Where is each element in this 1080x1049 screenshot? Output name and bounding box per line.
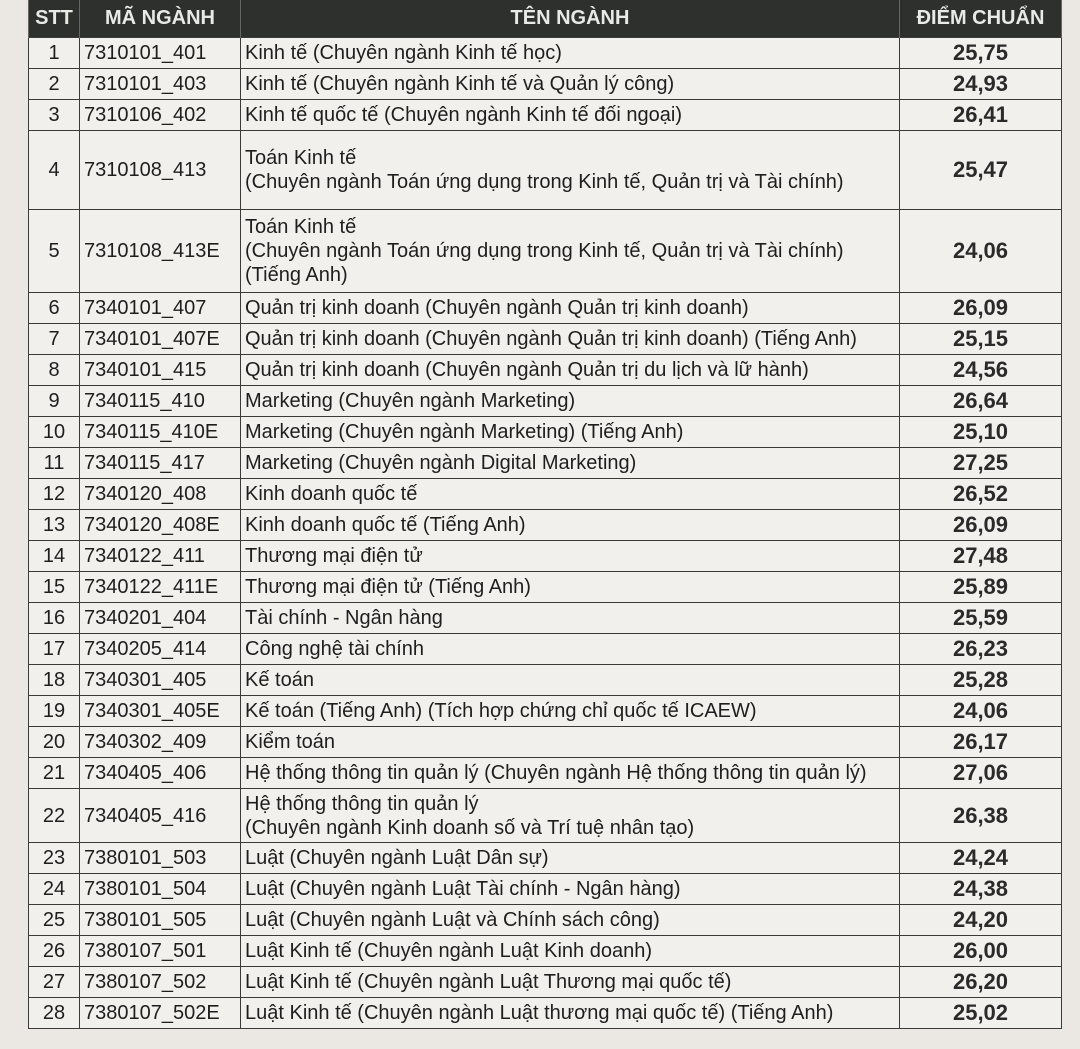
row-name: Luật Kinh tế (Chuyên ngành Luật thương mại quốc tế) (Tiếng Anh) <box>241 998 900 1029</box>
row-score: 25,02 <box>900 998 1062 1029</box>
table-row <box>29 572 1062 603</box>
row-name: Luật (Chuyên ngành Luật và Chính sách công) <box>241 905 900 936</box>
row-score: 26,52 <box>900 479 1062 510</box>
row-score: 26,00 <box>900 936 1062 967</box>
row-stt: 16 <box>29 603 80 634</box>
table-row <box>29 38 1062 69</box>
table-row <box>29 417 1062 448</box>
row-stt: 1 <box>29 38 80 69</box>
row-stt: 5 <box>29 210 80 293</box>
row-code: 7340101_407 <box>80 293 241 324</box>
row-code: 7340115_417 <box>80 448 241 479</box>
table-row <box>29 386 1062 417</box>
row-name: Thương mại điện tử (Tiếng Anh) <box>241 572 900 603</box>
row-score: 26,20 <box>900 967 1062 998</box>
row-code: 7310106_402 <box>80 100 241 131</box>
row-name: Kế toán <box>241 665 900 696</box>
row-stt: 24 <box>29 874 80 905</box>
table-row <box>29 324 1062 355</box>
row-name: Kinh doanh quốc tế <box>241 479 900 510</box>
row-name: Quản trị kinh doanh (Chuyên ngành Quản trị kinh doanh) <box>241 293 900 324</box>
row-score: 26,17 <box>900 727 1062 758</box>
table-row <box>29 967 1062 998</box>
row-code: 7380107_502E <box>80 998 241 1029</box>
row-score: 25,75 <box>900 38 1062 69</box>
row-code: 7380107_501 <box>80 936 241 967</box>
row-code: 7340122_411 <box>80 541 241 572</box>
row-code: 7380107_502 <box>80 967 241 998</box>
row-stt: 14 <box>29 541 80 572</box>
row-score: 24,20 <box>900 905 1062 936</box>
row-score: 24,06 <box>900 696 1062 727</box>
row-name: Kinh tế quốc tế (Chuyên ngành Kinh tế đối ngoại) <box>241 100 900 131</box>
row-code: 7340101_407E <box>80 324 241 355</box>
header-code: MÃ NGÀNH <box>80 0 241 38</box>
header-score: ĐIỂM CHUẨN <box>900 0 1062 38</box>
row-name: Kinh tế (Chuyên ngành Kinh tế học) <box>241 38 900 69</box>
row-score: 24,06 <box>900 210 1062 293</box>
row-stt: 3 <box>29 100 80 131</box>
row-name: Toán Kinh tế (Chuyên ngành Toán ứng dụng trong Kinh tế, Quản trị và Tài chính) (Tiếng Anh) <box>241 210 900 293</box>
row-score: 25,15 <box>900 324 1062 355</box>
table-row <box>29 603 1062 634</box>
table-row <box>29 69 1062 100</box>
row-stt: 22 <box>29 789 80 843</box>
row-name: Quản trị kinh doanh (Chuyên ngành Quản trị du lịch và lữ hành) <box>241 355 900 386</box>
row-stt: 8 <box>29 355 80 386</box>
row-name: Hệ thống thông tin quản lý (Chuyên ngành Kinh doanh số và Trí tuệ nhân tạo) <box>241 789 900 843</box>
row-score: 26,41 <box>900 100 1062 131</box>
header-name: TÊN NGÀNH <box>241 0 900 38</box>
row-stt: 18 <box>29 665 80 696</box>
table-row <box>29 727 1062 758</box>
row-score: 27,48 <box>900 541 1062 572</box>
row-code: 7340120_408 <box>80 479 241 510</box>
table-row <box>29 998 1062 1029</box>
row-name: Kiểm toán <box>241 727 900 758</box>
row-name: Luật Kinh tế (Chuyên ngành Luật Thương mại quốc tế) <box>241 967 900 998</box>
row-score: 25,89 <box>900 572 1062 603</box>
row-code: 7340201_404 <box>80 603 241 634</box>
row-code: 7340122_411E <box>80 572 241 603</box>
row-stt: 11 <box>29 448 80 479</box>
table-row <box>29 210 1062 293</box>
row-score: 25,59 <box>900 603 1062 634</box>
row-name: Quản trị kinh doanh (Chuyên ngành Quản trị kinh doanh) (Tiếng Anh) <box>241 324 900 355</box>
row-score: 26,09 <box>900 293 1062 324</box>
row-stt: 6 <box>29 293 80 324</box>
table-row <box>29 479 1062 510</box>
row-stt: 28 <box>29 998 80 1029</box>
table-row <box>29 293 1062 324</box>
row-stt: 4 <box>29 131 80 210</box>
row-stt: 21 <box>29 758 80 789</box>
row-score: 24,24 <box>900 843 1062 874</box>
row-name: Kế toán (Tiếng Anh) (Tích hợp chứng chỉ quốc tế ICAEW) <box>241 696 900 727</box>
row-score: 26,64 <box>900 386 1062 417</box>
row-name: Kinh tế (Chuyên ngành Kinh tế và Quản lý công) <box>241 69 900 100</box>
row-name: Công nghệ tài chính <box>241 634 900 665</box>
row-code: 7310101_401 <box>80 38 241 69</box>
row-stt: 13 <box>29 510 80 541</box>
row-score: 26,38 <box>900 789 1062 843</box>
table-row <box>29 100 1062 131</box>
table-row <box>29 874 1062 905</box>
table-row <box>29 448 1062 479</box>
row-code: 7340405_406 <box>80 758 241 789</box>
header-row <box>29 0 1062 38</box>
row-name: Kinh doanh quốc tế (Tiếng Anh) <box>241 510 900 541</box>
row-stt: 10 <box>29 417 80 448</box>
row-name: Luật Kinh tế (Chuyên ngành Luật Kinh doanh) <box>241 936 900 967</box>
table-row <box>29 131 1062 210</box>
row-code: 7340115_410E <box>80 417 241 448</box>
row-name: Marketing (Chuyên ngành Marketing) <box>241 386 900 417</box>
row-code: 7340301_405 <box>80 665 241 696</box>
header-stt: STT <box>29 0 80 38</box>
row-stt: 19 <box>29 696 80 727</box>
row-code: 7340301_405E <box>80 696 241 727</box>
table-row <box>29 843 1062 874</box>
table-row <box>29 758 1062 789</box>
row-code: 7340101_415 <box>80 355 241 386</box>
row-score: 24,38 <box>900 874 1062 905</box>
row-stt: 25 <box>29 905 80 936</box>
row-code: 7340302_409 <box>80 727 241 758</box>
row-score: 25,10 <box>900 417 1062 448</box>
row-name: Tài chính - Ngân hàng <box>241 603 900 634</box>
row-name: Marketing (Chuyên ngành Marketing) (Tiếng Anh) <box>241 417 900 448</box>
table-row <box>29 789 1062 843</box>
row-code: 7340120_408E <box>80 510 241 541</box>
row-name: Marketing (Chuyên ngành Digital Marketing) <box>241 448 900 479</box>
row-code: 7380101_505 <box>80 905 241 936</box>
row-code: 7310108_413E <box>80 210 241 293</box>
row-score: 27,25 <box>900 448 1062 479</box>
row-stt: 9 <box>29 386 80 417</box>
row-score: 26,09 <box>900 510 1062 541</box>
row-name: Toán Kinh tế (Chuyên ngành Toán ứng dụng trong Kinh tế, Quản trị và Tài chính) <box>241 131 900 210</box>
admission-scores-table <box>28 0 1062 1029</box>
row-code: 7310108_413 <box>80 131 241 210</box>
table-row <box>29 665 1062 696</box>
row-code: 7380101_503 <box>80 843 241 874</box>
table-row <box>29 696 1062 727</box>
table-row <box>29 905 1062 936</box>
row-name: Thương mại điện tử <box>241 541 900 572</box>
table-row <box>29 355 1062 386</box>
row-stt: 17 <box>29 634 80 665</box>
row-score: 24,93 <box>900 69 1062 100</box>
row-code: 7310101_403 <box>80 69 241 100</box>
row-stt: 7 <box>29 324 80 355</box>
row-stt: 2 <box>29 69 80 100</box>
row-stt: 27 <box>29 967 80 998</box>
row-score: 27,06 <box>900 758 1062 789</box>
table-row <box>29 510 1062 541</box>
row-stt: 12 <box>29 479 80 510</box>
row-stt: 15 <box>29 572 80 603</box>
row-stt: 20 <box>29 727 80 758</box>
row-score: 26,23 <box>900 634 1062 665</box>
table-row <box>29 634 1062 665</box>
row-name: Hệ thống thông tin quản lý (Chuyên ngành Hệ thống thông tin quản lý) <box>241 758 900 789</box>
row-code: 7340115_410 <box>80 386 241 417</box>
row-code: 7340405_416 <box>80 789 241 843</box>
row-name: Luật (Chuyên ngành Luật Dân sự) <box>241 843 900 874</box>
row-stt: 26 <box>29 936 80 967</box>
row-score: 25,47 <box>900 131 1062 210</box>
row-score: 25,28 <box>900 665 1062 696</box>
row-code: 7340205_414 <box>80 634 241 665</box>
row-code: 7380101_504 <box>80 874 241 905</box>
row-score: 24,56 <box>900 355 1062 386</box>
row-name: Luật (Chuyên ngành Luật Tài chính - Ngân hàng) <box>241 874 900 905</box>
table-row <box>29 541 1062 572</box>
table-row <box>29 936 1062 967</box>
row-stt: 23 <box>29 843 80 874</box>
